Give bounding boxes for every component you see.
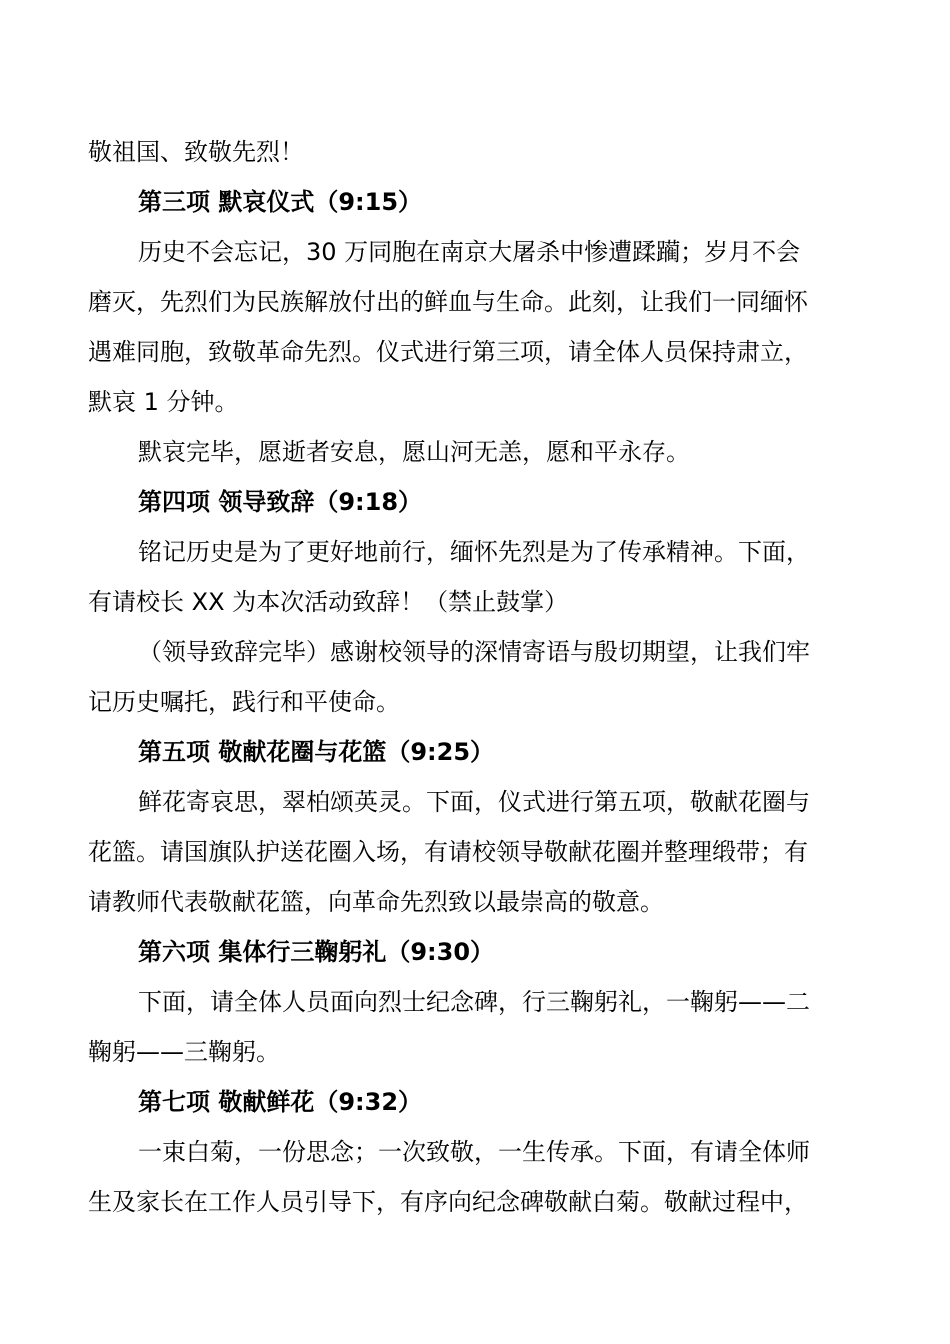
- paragraph-line: 鲜花寄哀思，翠柏颂英灵。下面，仪式进行第五项，敬献花圈与: [138, 788, 810, 816]
- paragraph-line: 一束白菊，一份思念；一次致敬，一生传承。下面，有请全体师: [138, 1138, 810, 1166]
- paragraph-line: 鞠躬——三鞠躬。: [88, 1038, 280, 1066]
- paragraph-line: 生及家长在工作人员引导下，有序向纪念碑敬献白菊。敬献过程中，: [88, 1188, 808, 1216]
- paragraph-line: 历史不会忘记，30 万同胞在南京大屠杀中惨遭蹂躏；岁月不会: [138, 238, 801, 266]
- paragraph-line: （领导致辞完毕）感谢校领导的深情寄语与殷切期望，让我们牢: [138, 638, 810, 666]
- paragraph-line: 花篮。请国旗队护送花圈入场，有请校领导敬献花圈并整理缎带；有: [88, 838, 808, 866]
- paragraph-line: 铭记历史是为了更好地前行，缅怀先烈是为了传承精神。下面，: [138, 538, 810, 566]
- section-heading-6: 第六项 集体行三鞠躬礼（9:30）: [138, 938, 495, 966]
- paragraph-line: 默哀完毕，愿逝者安息，愿山河无恙，愿和平永存。: [138, 438, 690, 466]
- document-body: [88, 127, 864, 1227]
- paragraph-line: 下面，请全体人员面向烈士纪念碑，行三鞠躬礼，一鞠躬——二: [138, 988, 810, 1016]
- section-heading-3: 第三项 默哀仪式（9:15）: [138, 188, 423, 216]
- paragraph-line: 敬祖国、致敬先烈！: [88, 138, 304, 166]
- paragraph-line: 磨灭，先烈们为民族解放付出的鲜血与生命。此刻，让我们一同缅怀: [88, 288, 808, 316]
- paragraph-line: 遇难同胞，致敬革命先烈。仪式进行第三项，请全体人员保持肃立，: [88, 338, 808, 366]
- section-heading-7: 第七项 敬献鲜花（9:32）: [138, 1088, 423, 1116]
- paragraph-line: 记历史嘱托，践行和平使命。: [88, 688, 400, 716]
- paragraph-line: 请教师代表敬献花篮，向革命先烈致以最崇高的敬意。: [88, 888, 664, 916]
- section-heading-5: 第五项 敬献花圈与花篮（9:25）: [138, 738, 495, 766]
- section-heading-4: 第四项 领导致辞（9:18）: [138, 488, 423, 516]
- paragraph-line: 有请校长 XX 为本次活动致辞！（禁止鼓掌）: [88, 588, 569, 616]
- paragraph-line: 默哀 1 分钟。: [88, 388, 239, 416]
